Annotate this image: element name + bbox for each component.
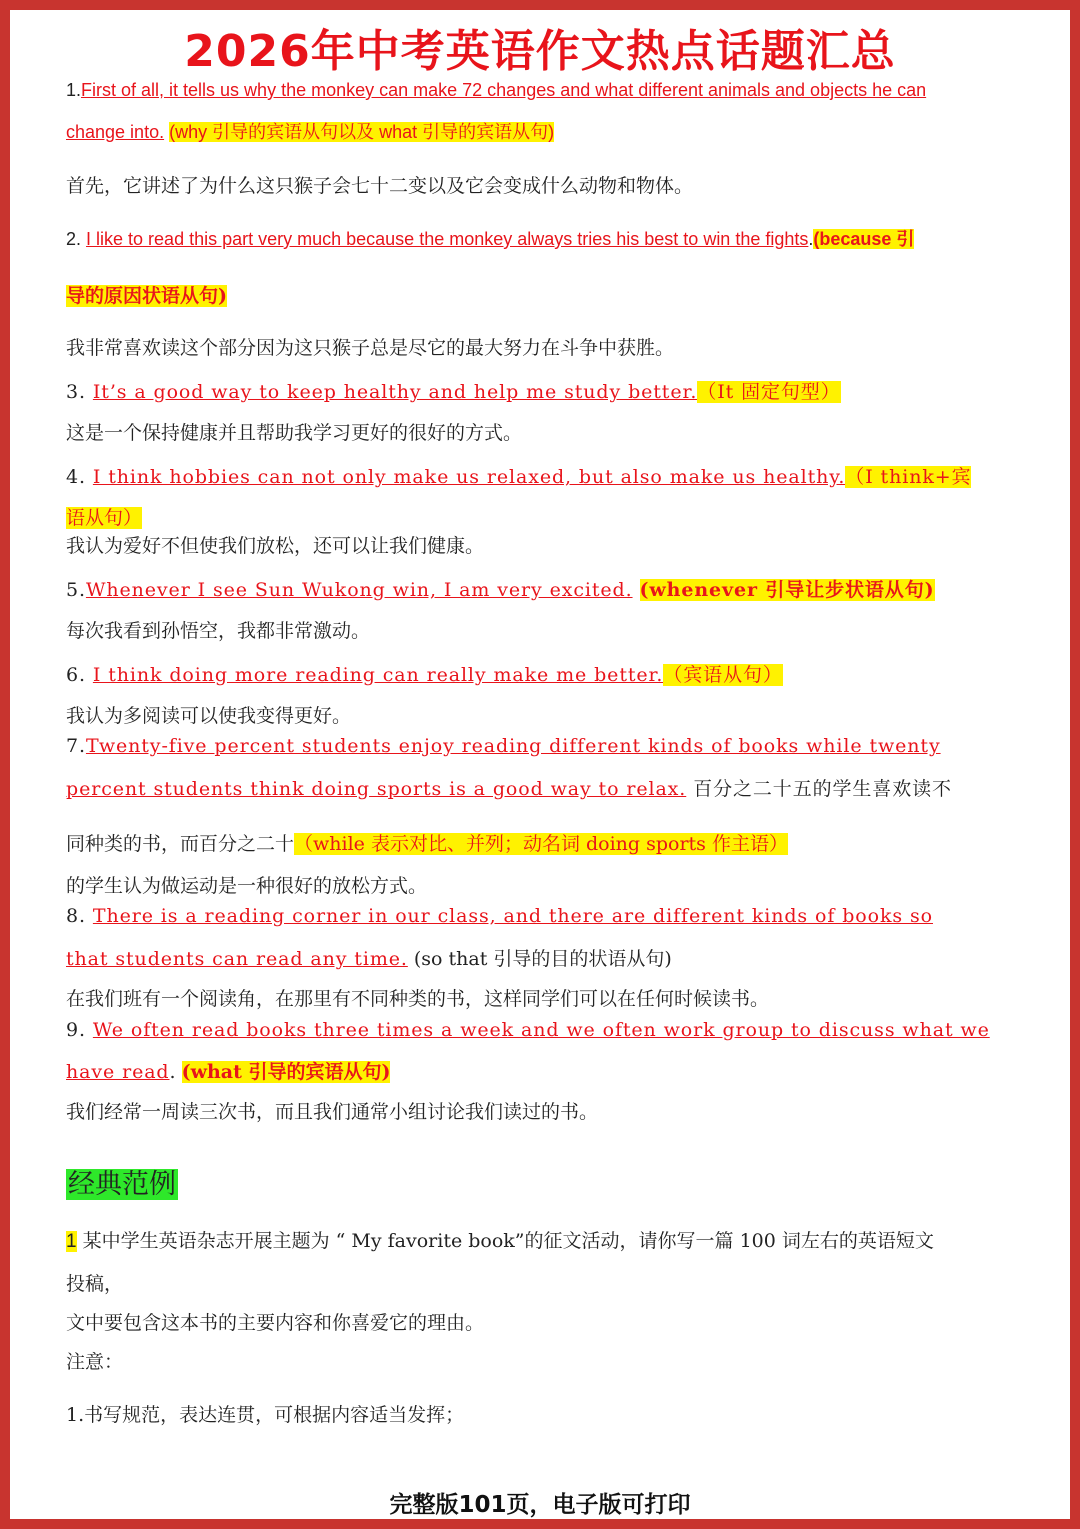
item-2-line-1 [66, 225, 914, 253]
grammar-note: (because 引 [813, 229, 915, 249]
english-sentence: Whenever I see Sun Wukong win, I am very excited. [85, 579, 633, 601]
item-number: 6. [66, 664, 86, 686]
english-sentence: I like to read this part very much because the monkey always tries his best to win the fights [86, 229, 809, 249]
english-sentence: First of all, it tells us why the monkey can make 72 changes and what different animals and objects he can [81, 80, 927, 100]
english-sentence: It’s a good way to keep healthy and help me study better. [92, 381, 698, 403]
item-1-line-1 [66, 76, 926, 104]
example-line-1 [66, 1227, 934, 1256]
item-number: 4. [66, 466, 86, 488]
grammar-note: (so that 引导的目的状语从句) [413, 948, 672, 970]
item-number: 7. [66, 735, 86, 757]
translation-part: 同种类的书，而百分之二十 [66, 833, 295, 855]
period: . [808, 229, 814, 249]
item-7-translation-end: 的学生认为做运动是一种很好的放松方式。 [66, 875, 428, 897]
example-line-4: 注意： [66, 1351, 124, 1373]
english-sentence: We often read books three times a week and we often work group to discuss what we [92, 1019, 990, 1041]
item-9-translation: 我们经常一周读三次书，而且我们通常小组讨论我们读过的书。 [66, 1101, 599, 1123]
item-5-line-1 [66, 576, 935, 604]
example-line-3: 文中要包含这本书的主要内容和你喜爱它的理由。 [66, 1312, 485, 1334]
footer-note: 完整版101页，电子版可打印 [389, 1492, 691, 1518]
item-7-line-1 [66, 732, 941, 760]
section-title: 经典范例 [68, 1169, 176, 1200]
item-7-line-2 [66, 775, 952, 803]
item-number: 9. [66, 1019, 86, 1041]
item-number: 2. [66, 229, 82, 249]
grammar-note: （while 表示对比、并列；动名词 doing sports 作主语） [294, 833, 788, 855]
grammar-note: （It 固定句型） [697, 381, 841, 403]
item-number: 1. [66, 80, 82, 100]
item-1-line-2 [66, 118, 554, 146]
example-line-5: 1.书写规范，表达连贯，可根据内容适当发挥； [66, 1404, 465, 1426]
english-sentence: that students can read any time. [66, 948, 408, 970]
item-number: 3. [66, 381, 86, 403]
item-number: 8. [66, 905, 86, 927]
translation-part: 百分之二十五的学生喜欢读不 [693, 778, 952, 800]
item-5-translation: 每次我看到孙悟空，我都非常激动。 [66, 620, 371, 642]
grammar-note: (why 引导的宾语从句以及 what 引导的宾语从句) [169, 122, 555, 142]
item-8-line-1 [66, 902, 933, 930]
item-2-translation: 我非常喜欢读这个部分因为这只猴子总是尽它的最大努力在斗争中获胜。 [66, 337, 675, 359]
item-3-line-1 [66, 378, 841, 406]
english-sentence: There is a reading corner in our class, and there are different kinds of books so [92, 905, 933, 927]
item-3-translation: 这是一个保持健康并且帮助我学习更好的很好的方式。 [66, 422, 523, 444]
example-prompt: 某中学生英语杂志开展主题为 “ My favorite book”的征文活动，请你写一篇 100 词左右的英语短文 [82, 1230, 934, 1252]
example-number: 1 [66, 1231, 77, 1252]
english-sentence: Twenty-five percent students enjoy reading different kinds of books while twenty [85, 735, 941, 757]
page-title: 2026年中考英语作文热点话题汇总 [184, 26, 896, 77]
english-sentence: I think hobbies can not only make us relaxed, but also make us healthy. [92, 466, 846, 488]
grammar-note: (whenever 引导让步状语从句) [639, 579, 935, 601]
item-4-translation: 我认为爱好不但使我们放松，还可以让我们健康。 [66, 535, 485, 557]
item-9-line-1 [66, 1016, 990, 1044]
document-page [10, 10, 1070, 1519]
item-7-line-3 [66, 830, 788, 858]
item-9-line-2 [66, 1058, 390, 1086]
item-4-line-1 [66, 463, 971, 491]
period: . [169, 1061, 176, 1083]
grammar-note: （宾语从句） [663, 664, 783, 686]
grammar-note: （I think+宾 [845, 466, 972, 488]
grammar-note: 语从句） [66, 507, 143, 529]
item-number: 5. [66, 579, 86, 601]
english-sentence: I think doing more reading can really make me better. [92, 664, 664, 686]
item-6-line-1 [66, 661, 783, 689]
item-2-line-2 [66, 282, 227, 310]
item-4-line-2 [66, 504, 142, 532]
item-6-translation: 我认为多阅读可以使我变得更好。 [66, 705, 352, 727]
english-sentence: have read [66, 1061, 170, 1083]
english-sentence: percent students think doing sports is a good way to relax. [66, 778, 687, 800]
english-sentence: change into. [66, 122, 165, 142]
grammar-note: (what 引导的宾语从句) [181, 1061, 391, 1083]
grammar-note: 导的原因状语从句) [66, 285, 227, 307]
section-header [66, 1166, 178, 1206]
example-line-2: 投稿， [66, 1273, 124, 1295]
item-8-line-2 [66, 945, 672, 973]
item-1-translation: 首先，它讲述了为什么这只猴子会七十二变以及它会变成什么动物和物体。 [66, 175, 694, 197]
item-8-translation: 在我们班有一个阅读角，在那里有不同种类的书，这样同学们可以在任何时候读书。 [66, 988, 770, 1010]
